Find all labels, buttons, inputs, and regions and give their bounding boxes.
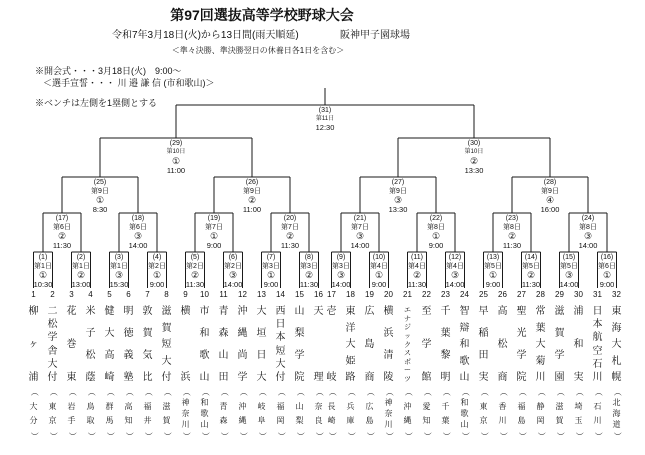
match-time: 11:30: [280, 241, 300, 250]
match-number: (21): [353, 215, 367, 222]
team-4-name: 米 子 松 蔭: [85, 306, 96, 383]
match-27-label: [373, 179, 423, 214]
match-number: (17): [55, 215, 69, 222]
match-game-number: ①: [209, 231, 219, 241]
match-time: 11:30: [502, 241, 522, 250]
match-number: (11): [411, 254, 423, 261]
match-number: (9): [336, 254, 346, 261]
team-23-prefecture: （ 千 葉 ）: [441, 388, 451, 440]
match-day: 第5日: [560, 263, 578, 270]
match-time: 9:00: [485, 280, 501, 289]
match-time: 9:00: [149, 280, 165, 289]
match-time: 11:30: [521, 280, 541, 289]
match-game-number: ①: [374, 270, 384, 280]
team-1-number: 1: [31, 290, 36, 299]
match-time: 11:00: [166, 166, 186, 175]
team-23-name: 千 葉 黎 明: [440, 306, 451, 383]
match-time: 16:00: [540, 205, 560, 214]
match-19-label: [189, 215, 239, 250]
match-day: 第1日: [34, 263, 52, 270]
team-18-name: 東 洋 大 姫 路: [345, 306, 356, 383]
match-day: 第6日: [129, 224, 147, 231]
match-game-number: ②: [469, 156, 479, 166]
team-11-number: 11: [219, 290, 228, 299]
match-time: 14:00: [559, 280, 579, 289]
match-number: (3): [114, 254, 124, 261]
team-3-prefecture: （ 岩 手 ）: [67, 388, 77, 440]
match-number: (10): [372, 254, 386, 261]
team-31-prefecture: （ 石 川 ）: [593, 388, 603, 440]
match-game-number: ①: [171, 156, 181, 166]
match-game-number: ①: [38, 270, 48, 280]
match-20-label: [265, 215, 315, 250]
match-day: 第10日: [464, 149, 484, 155]
team-22-name: 至 学 館: [421, 306, 432, 383]
match-time: 14:00: [445, 280, 465, 289]
match-game-number: ①: [602, 270, 612, 280]
match-game-number: ①: [95, 195, 105, 205]
match-time: 11:30: [299, 280, 319, 289]
team-25-prefecture: （ 東 京 ）: [479, 388, 489, 440]
match-time: 9:00: [428, 241, 444, 250]
team-26-number: 26: [498, 290, 507, 299]
match-game-number: ②: [507, 231, 517, 241]
match-22-label: [411, 215, 461, 250]
match-number: (20): [283, 215, 297, 222]
team-15-number: 15: [295, 290, 304, 299]
team-3-number: 3: [69, 290, 74, 299]
team-28-prefecture: （ 静 岡 ）: [536, 388, 546, 440]
match-day: 第7日: [351, 224, 369, 231]
team-32-prefecture: （ 北 海 道 ）: [612, 388, 622, 440]
match-day: 第4日: [370, 263, 388, 270]
match-30-label: [449, 140, 499, 175]
match-day: 第8日: [503, 224, 521, 231]
team-9-prefecture: （ 神 奈 川 ）: [181, 388, 191, 440]
match-number: (12): [448, 254, 462, 261]
team-12-name: 沖 縄 尚 学: [237, 306, 248, 383]
match-time: 11:30: [407, 280, 427, 289]
match-number: (19): [207, 215, 221, 222]
team-30-name: 浦 和 実: [573, 306, 584, 383]
match-day: 第6日: [598, 263, 616, 270]
match-time: 13:00: [71, 280, 91, 289]
match-day: 第5日: [522, 263, 540, 270]
match-day: 第11日: [315, 116, 335, 122]
match-game-number: ③: [133, 231, 143, 241]
match-game-number: ①: [431, 231, 441, 241]
team-13-number: 13: [257, 290, 266, 299]
match-time: 14:00: [578, 241, 598, 250]
match-day: 第8日: [427, 224, 445, 231]
match-time: 9:00: [263, 280, 279, 289]
match-day: 第9日: [389, 188, 407, 195]
team-14-number: 14: [276, 290, 285, 299]
team-16-prefecture: （ 奈 良 ）: [314, 388, 324, 440]
team-17-name: 壱 岐: [326, 306, 337, 383]
match-day: 第10日: [166, 149, 186, 155]
team-30-prefecture: （ 埼 玉 ）: [574, 388, 584, 440]
match-game-number: ②: [412, 270, 422, 280]
match-time: 10:30: [33, 280, 53, 289]
team-1-prefecture: （ 大 分 ）: [29, 388, 39, 440]
team-4-number: 4: [88, 290, 93, 299]
team-27-number: 27: [517, 290, 526, 299]
match-number: (16): [600, 254, 614, 261]
team-13-prefecture: （ 岐 阜 ）: [257, 388, 267, 440]
team-20-name: 横 浜 清 陵: [383, 306, 394, 383]
match-game-number: ②: [526, 270, 536, 280]
team-31-number: 31: [593, 290, 602, 299]
match-game-number: ②: [76, 270, 86, 280]
match-game-number: ①: [152, 270, 162, 280]
team-13-name: 大 垣 日 大: [256, 306, 267, 383]
match-number: (25): [93, 179, 107, 186]
match-game-number: ③: [114, 270, 124, 280]
match-game-number: ③: [336, 270, 346, 280]
match-number: (24): [581, 215, 595, 222]
match-number: (15): [562, 254, 576, 261]
team-12-number: 12: [238, 290, 247, 299]
team-19-number: 19: [365, 290, 374, 299]
team-5-number: 5: [107, 290, 112, 299]
match-day: 第9日: [91, 188, 109, 195]
team-2-number: 2: [50, 290, 55, 299]
match-game-number: ②: [285, 231, 295, 241]
match-time: 11:00: [242, 205, 262, 214]
match-29-label: [151, 140, 201, 175]
team-3-name: 花 巻 東: [66, 306, 77, 383]
team-28-name: 常 葉 大 菊 川: [535, 306, 546, 383]
team-19-prefecture: （ 広 島 ）: [365, 388, 375, 440]
match-day: 第5日: [484, 263, 502, 270]
team-23-number: 23: [441, 290, 450, 299]
match-game-number: ②: [57, 231, 67, 241]
match-number: (6): [228, 254, 238, 261]
team-29-name: 滋 賀 学 園: [554, 306, 565, 383]
match-game-number: ③: [228, 270, 238, 280]
match-number: (14): [524, 254, 538, 261]
team-20-number: 20: [384, 290, 393, 299]
match-day: 第1日: [110, 263, 128, 270]
team-21-number: 21: [403, 290, 412, 299]
match-time: 12:30: [315, 123, 335, 132]
team-22-prefecture: （ 愛 知 ）: [422, 388, 432, 440]
team-14-prefecture: （ 福 岡 ）: [276, 388, 286, 440]
team-26-prefecture: （ 香 川 ）: [498, 388, 508, 440]
team-22-number: 22: [422, 290, 431, 299]
team-5-name: 健 大 高 崎: [104, 306, 115, 383]
team-11-prefecture: （ 青 森 ）: [219, 388, 229, 440]
match-number: (2): [76, 254, 86, 261]
match-number: (30): [467, 140, 481, 147]
team-15-name: 山 梨 学 院: [294, 306, 305, 383]
match-game-number: ②: [190, 270, 200, 280]
match-day: 第3日: [300, 263, 318, 270]
team-17-number: 17: [327, 290, 336, 299]
team-32-number: 32: [612, 290, 621, 299]
match-28-label: [525, 179, 575, 214]
match-game-number: ③: [393, 195, 403, 205]
team-10-name: 市 和 歌 山: [199, 306, 210, 383]
match-game-number: ①: [266, 270, 276, 280]
match-time: 14:00: [223, 280, 243, 289]
match-time: 13:30: [464, 166, 484, 175]
team-24-name: 智 辯 和 歌 山: [459, 306, 470, 383]
match-number: (26): [245, 179, 259, 186]
match-number: (7): [266, 254, 276, 261]
match-number: (23): [505, 215, 519, 222]
match-23-label: [487, 215, 537, 250]
team-29-number: 29: [555, 290, 564, 299]
team-4-prefecture: （ 鳥 取 ）: [86, 388, 96, 440]
match-number: (29): [169, 140, 183, 147]
match-day: 第7日: [281, 224, 299, 231]
team-16-number: 16: [314, 290, 323, 299]
team-7-number: 7: [145, 290, 150, 299]
team-25-name: 早 稲 田 実: [478, 306, 489, 383]
match-game-number: ①: [488, 270, 498, 280]
venue-name: 阪神甲子園球場: [340, 30, 410, 41]
player-oath-note: ＜選手宣誓・・・ 川 邉 謙 信 (市和歌山)＞: [43, 78, 215, 88]
match-time: 11:30: [185, 280, 205, 289]
opening-ceremony-note: ※開会式・・・3月18日(火) 9:00～: [35, 66, 182, 76]
match-day: 第2日: [148, 263, 166, 270]
team-21-prefecture: （ 沖 縄 ）: [403, 388, 413, 440]
team-7-prefecture: （ 福 井 ）: [143, 388, 153, 440]
match-day: 第6日: [53, 224, 71, 231]
match-day: 第4日: [446, 263, 464, 270]
match-number: (13): [486, 254, 500, 261]
team-6-name: 明 徳 義 塾: [123, 306, 134, 383]
match-31-label: [300, 107, 350, 132]
match-day: 第8日: [579, 224, 597, 231]
team-25-number: 25: [479, 290, 488, 299]
match-time: 14:00: [128, 241, 148, 250]
team-17-prefecture: （ 長 崎 ）: [327, 388, 337, 440]
match-day: 第7日: [205, 224, 223, 231]
match-number: (5): [190, 254, 200, 261]
match-number: (8): [304, 254, 314, 261]
team-2-name: 二 松 学 舎 大 付: [47, 306, 58, 383]
team-27-prefecture: （ 福 島 ）: [517, 388, 527, 440]
team-18-prefecture: （ 兵 庫 ）: [346, 388, 356, 440]
match-day: 第3日: [262, 263, 280, 270]
match-17-label: [37, 215, 87, 250]
match-time: 8:30: [92, 205, 108, 214]
match-time: 15:30: [109, 280, 129, 289]
match-time: 9:00: [371, 280, 387, 289]
match-number: (18): [131, 215, 145, 222]
match-day: 第2日: [224, 263, 242, 270]
team-8-prefecture: （ 滋 賀 ）: [162, 388, 172, 440]
match-number: (31): [318, 107, 332, 114]
team-1-name: 柳 ヶ 浦: [28, 306, 39, 383]
match-25-label: [75, 179, 125, 214]
team-20-prefecture: （ 神 奈 川 ）: [384, 388, 394, 440]
match-number: (27): [391, 179, 405, 186]
match-day: 第9日: [541, 188, 559, 195]
match-26-label: [227, 179, 277, 214]
rest-day-note: ＜準々決勝、準決勝翌日の休養日各1日を含む＞: [171, 46, 345, 55]
match-16-label: [582, 254, 632, 289]
match-number: (4): [152, 254, 162, 261]
team-19-name: 広 島 商: [364, 306, 375, 383]
team-26-name: 高 松 商: [497, 306, 508, 383]
match-number: (28): [543, 179, 557, 186]
team-6-prefecture: （ 高 知 ）: [124, 388, 134, 440]
team-6-number: 6: [126, 290, 131, 299]
match-time: 9:00: [206, 241, 222, 250]
match-game-number: ④: [545, 195, 555, 205]
team-18-number: 18: [346, 290, 355, 299]
team-7-name: 敦 賀 気 比: [142, 306, 153, 383]
match-number: (1): [38, 254, 48, 261]
team-24-number: 24: [460, 290, 469, 299]
match-day: 第3日: [332, 263, 350, 270]
team-12-prefecture: （ 沖 縄 ）: [238, 388, 248, 440]
match-time: 11:30: [52, 241, 72, 250]
team-30-number: 30: [574, 290, 583, 299]
team-21-name: エ ナ ジ ッ ク ス ポ ー ツ: [404, 307, 411, 383]
match-number: (22): [429, 215, 443, 222]
match-time: 14:00: [350, 241, 370, 250]
team-8-name: 滋 賀 短 大 付: [161, 306, 172, 383]
match-time: 9:00: [599, 280, 615, 289]
match-18-label: [113, 215, 163, 250]
team-32-name: 東 海 大 札 幌: [611, 306, 622, 383]
team-11-name: 青 森 山 田: [218, 306, 229, 383]
match-game-number: ③: [583, 231, 593, 241]
team-5-prefecture: （ 群 馬 ）: [105, 388, 115, 440]
match-day: 第1日: [72, 263, 90, 270]
team-28-number: 28: [536, 290, 545, 299]
team-29-prefecture: （ 滋 賀 ）: [555, 388, 565, 440]
team-15-prefecture: （ 山 梨 ）: [295, 388, 305, 440]
match-game-number: ③: [450, 270, 460, 280]
match-day: 第9日: [243, 188, 261, 195]
tournament-dates: 令和7年3月18日(火)から13日間(雨天順延): [112, 30, 299, 41]
match-24-label: [563, 215, 613, 250]
match-game-number: ②: [304, 270, 314, 280]
team-24-prefecture: （ 和 歌 山 ）: [460, 388, 470, 440]
team-10-number: 10: [200, 290, 209, 299]
team-14-name: 西 日 本 短 大 付: [275, 306, 286, 383]
match-time: 13:30: [388, 205, 408, 214]
team-16-name: 天 理: [313, 306, 324, 383]
team-8-number: 8: [164, 290, 169, 299]
team-27-name: 聖 光 学 院: [516, 306, 527, 383]
bench-side-note: ※ベンチは左側を1塁側とする: [35, 98, 158, 108]
match-time: 14:00: [331, 280, 351, 289]
team-9-name: 横 浜: [180, 306, 191, 383]
page-title: 第97回選抜高等学校野球大会: [170, 7, 354, 23]
match-game-number: ③: [564, 270, 574, 280]
match-game-number: ②: [247, 195, 257, 205]
team-2-prefecture: （ 東 京 ）: [48, 388, 58, 440]
match-21-label: [335, 215, 385, 250]
match-day: 第4日: [408, 263, 426, 270]
match-game-number: ③: [355, 231, 365, 241]
team-9-number: 9: [183, 290, 188, 299]
team-10-prefecture: （ 和 歌 山 ）: [200, 388, 210, 440]
match-day: 第2日: [186, 263, 204, 270]
team-31-name: 日 本 航 空 石 川: [592, 306, 603, 383]
